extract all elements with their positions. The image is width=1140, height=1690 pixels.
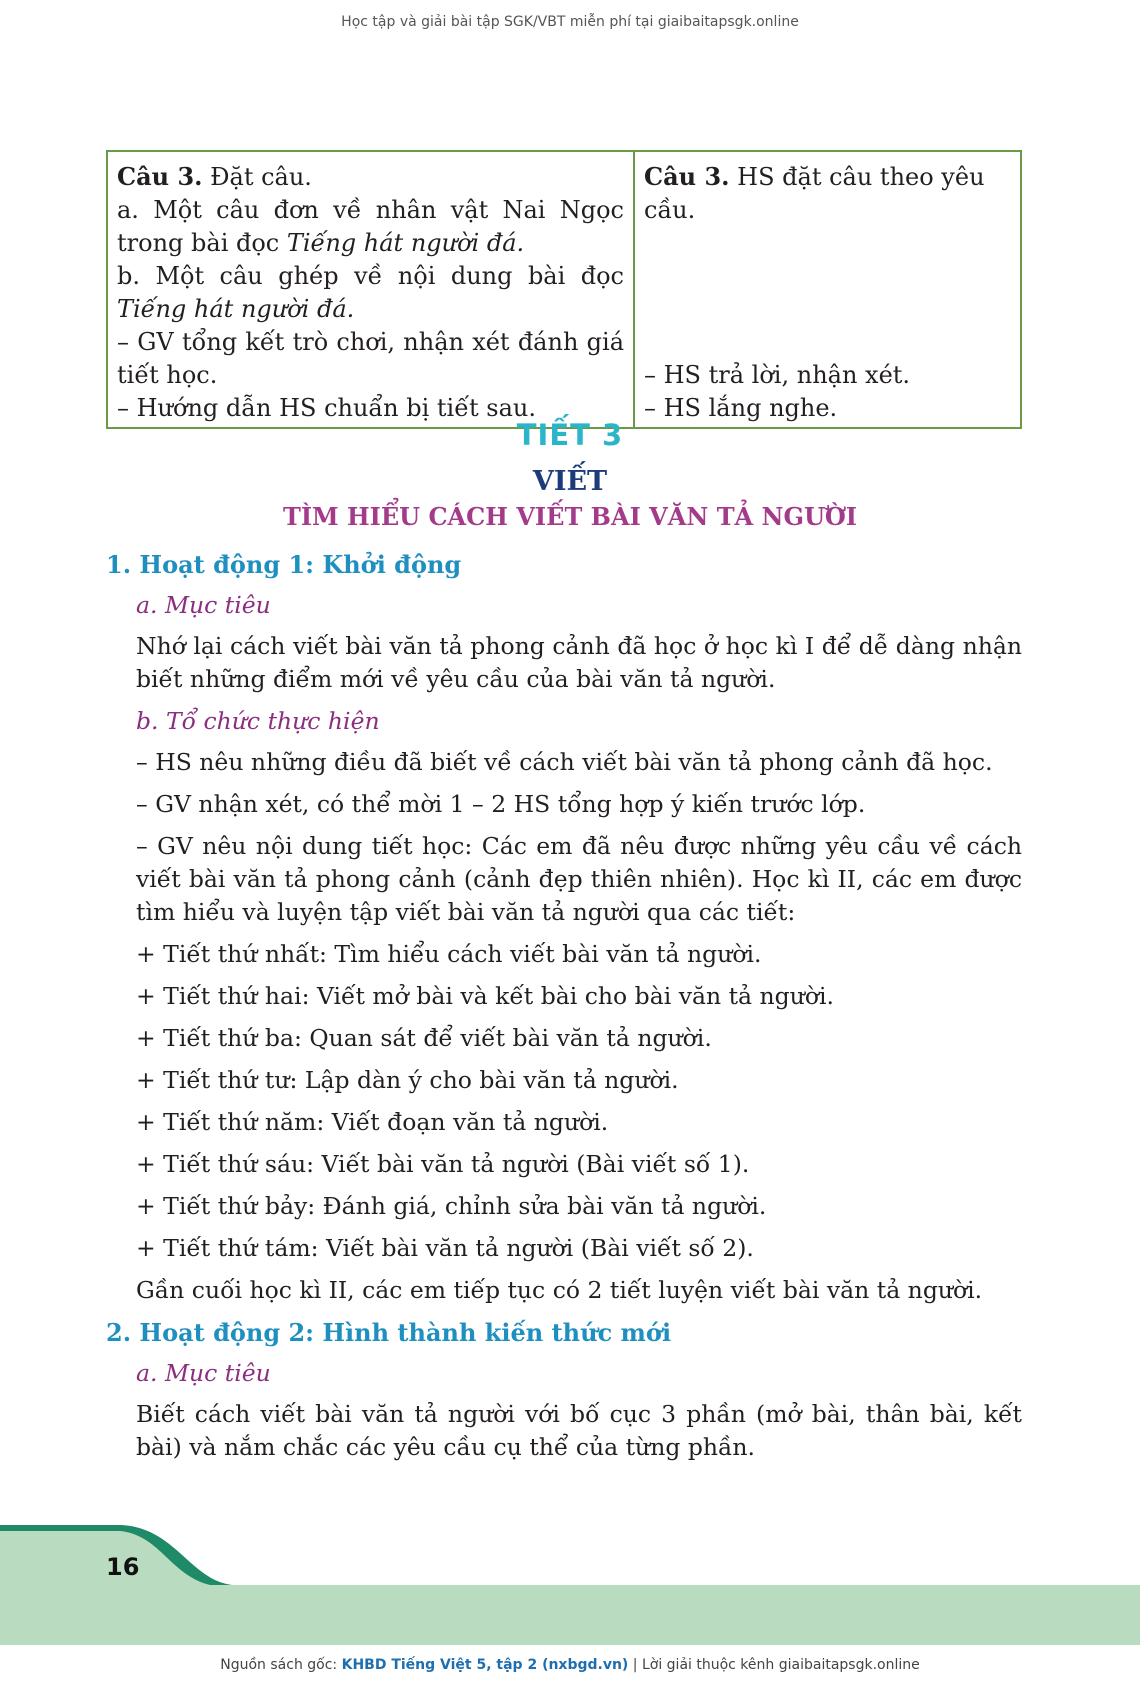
- item-b-title: Tiếng hát người đá.: [117, 295, 355, 323]
- activity2-heading: 2. Hoạt động 2: Hình thành kiến thức mới: [106, 1318, 672, 1347]
- list-item: + Tiết thứ tám: Viết bài văn tả người (Bài viết số 2).: [136, 1234, 754, 1262]
- activity1-objective-label: a. Mục tiêu: [136, 591, 271, 619]
- hs-listen: – HS lắng nghe.: [644, 394, 838, 422]
- student-column: [634, 151, 1021, 428]
- footer-suffix: | Lời giải thuộc kênh giaibaitapsgk.online: [628, 1657, 920, 1673]
- list-item: – GV nhận xét, có thể mời 1 – 2 HS tổng hợp ý kiến trước lớp.: [136, 790, 866, 818]
- list-item: – GV nêu nội dung tiết học: Các em đã nêu được những yêu cầu về cách viết bài văn tả phong cảnh (cảnh đẹp thiên nhiên). Học kì II, các em được tìm hiểu và luyện tập viết bài văn tả người qua các tiết:: [136, 832, 1022, 926]
- page-footer: [0, 1657, 1140, 1673]
- gv-summary: – GV tổng kết trò chơi, nhận xét đánh giá tiết học.: [117, 328, 624, 389]
- page-header: Học tập và giải bài tập SGK/VBT miễn phí tại giaibaitapsgk.online: [341, 14, 799, 30]
- viet-heading: VIẾT: [532, 466, 608, 497]
- footer-prefix: Nguồn sách gốc:: [220, 1657, 342, 1673]
- list-item: + Tiết thứ sáu: Viết bài văn tả người (Bài viết số 1).: [136, 1150, 750, 1178]
- item-a-text: a. Một câu đơn về nhân vật Nai Ngọc trong bài đọc: [117, 196, 624, 257]
- gv-guide: – Hướng dẫn HS chuẩn bị tiết sau.: [117, 394, 536, 422]
- list-item: + Tiết thứ ba: Quan sát để viết bài văn tả người.: [136, 1024, 712, 1052]
- cau3-text: Đặt câu.: [202, 163, 312, 191]
- hs-answer: – HS trả lời, nhận xét.: [644, 361, 911, 389]
- cau3-label: Câu 3.: [117, 162, 203, 191]
- activity2-objective-label: a. Mục tiêu: [136, 1359, 271, 1387]
- item-b: [117, 260, 624, 326]
- list-item: + Tiết thứ năm: Viết đoạn văn tả người.: [136, 1108, 609, 1136]
- teacher-column: [107, 151, 634, 428]
- page-number: 16: [106, 1553, 140, 1581]
- activity1-heading: 1. Hoạt động 1: Khởi động: [106, 550, 462, 579]
- list-item: – HS nêu những điều đã biết về cách viết bài văn tả phong cảnh đã học.: [136, 748, 993, 776]
- list-item: + Tiết thứ bảy: Đánh giá, chỉnh sửa bài văn tả người.: [136, 1192, 767, 1220]
- lesson-table: [106, 150, 1022, 429]
- lesson-content: [106, 548, 1022, 1473]
- item-b-text: b. Một câu ghép về nội dung bài đọc: [117, 262, 624, 290]
- spacer: [644, 227, 1011, 359]
- list-item: + Tiết thứ hai: Viết mở bài và kết bài cho bài văn tả người.: [136, 982, 834, 1010]
- list-item: Gần cuối học kì II, các em tiếp tục có 2 tiết luyện viết bài văn tả người.: [136, 1276, 983, 1304]
- activity2-objective-text: Biết cách viết bài văn tả người với bố cục 3 phần (mở bài, thân bài, kết bài) và nắm chắc các yêu cầu cụ thể của từng phần.: [136, 1400, 1022, 1461]
- cau3-line: [117, 160, 624, 194]
- hs-cau3-line: [644, 160, 1011, 227]
- tiet-heading: TIẾT 3: [516, 418, 624, 452]
- list-item: + Tiết thứ nhất: Tìm hiểu cách viết bài văn tả người.: [136, 940, 762, 968]
- item-a-title: Tiếng hát người đá.: [286, 229, 525, 257]
- table-row: [107, 151, 1021, 428]
- lesson-subtitle: TÌM HIỂU CÁCH VIẾT BÀI VĂN TẢ NGƯỜI: [282, 502, 858, 531]
- hs-cau3-text: HS đặt câu theo yêu cầu.: [644, 163, 985, 224]
- footer-band: [0, 1525, 1140, 1645]
- activity1-objective-text: Nhớ lại cách viết bài văn tả phong cảnh đã học ở học kì I để dễ dàng nhận biết những điểm mới về yêu cầu của bài văn tả người.: [136, 632, 1022, 693]
- hs-cau3-label: Câu 3.: [644, 162, 730, 191]
- item-a: [117, 194, 624, 260]
- footer-source: KHBD Tiếng Việt 5, tập 2 (nxbgd.vn): [341, 1657, 629, 1673]
- activity1-procedure-label: b. Tổ chức thực hiện: [136, 707, 380, 735]
- list-item: + Tiết thứ tư: Lập dàn ý cho bài văn tả người.: [136, 1066, 679, 1094]
